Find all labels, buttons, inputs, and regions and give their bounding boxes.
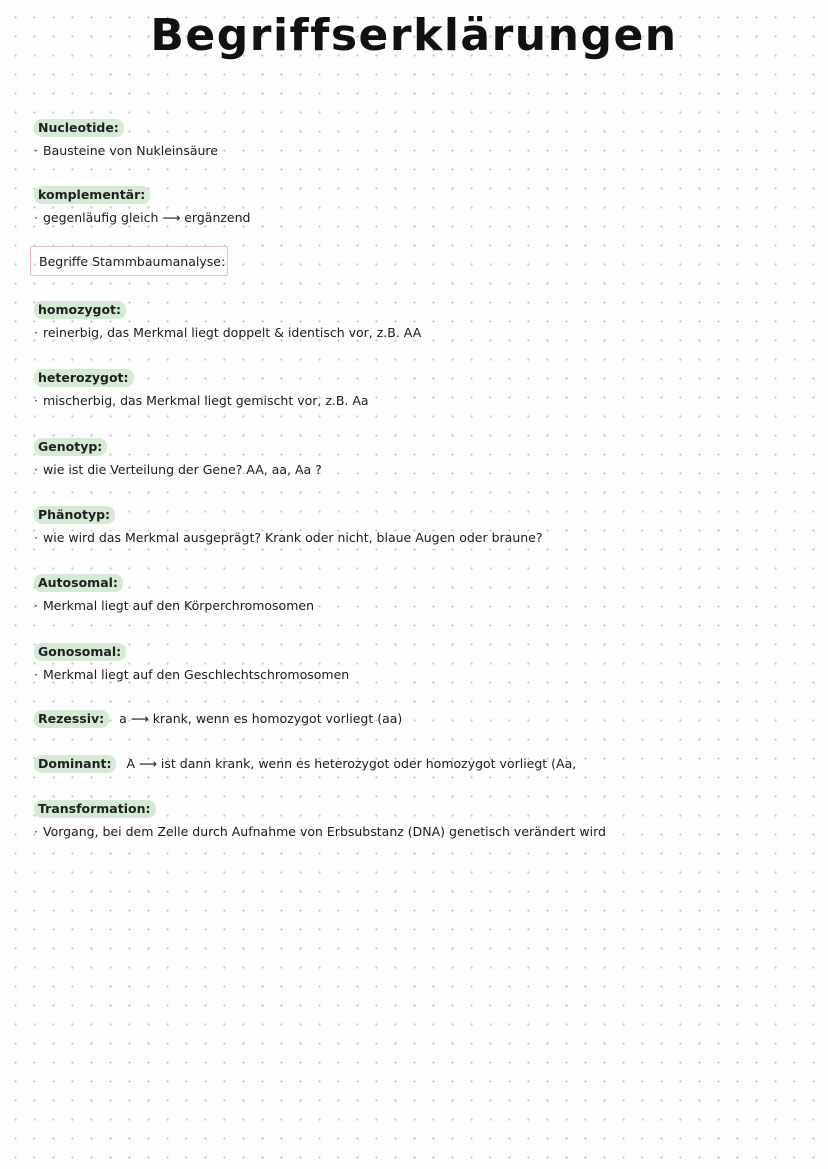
definition-text: mischerbig, das Merkmal liegt gemischt vor, z.B. Aa bbox=[43, 393, 369, 408]
definition bbox=[34, 823, 804, 840]
entry-autosomal bbox=[34, 572, 804, 614]
bullet: · bbox=[34, 210, 38, 225]
bullet: · bbox=[34, 824, 38, 839]
definition bbox=[34, 529, 804, 546]
definition-text: gegenläufig gleich ⟶ ergänzend bbox=[43, 210, 251, 225]
definition-text: A ⟶ ist dann krank, wenn es heterozygot oder homozygot vorliegt (Aa, bbox=[126, 756, 577, 771]
term-highlight: homozygot: bbox=[34, 301, 126, 319]
entry-transformation bbox=[34, 798, 804, 840]
bullet: · bbox=[34, 462, 38, 477]
entry-rezessiv bbox=[34, 708, 804, 728]
entry-gonosomal bbox=[34, 641, 804, 683]
bullet: · bbox=[34, 598, 38, 613]
term-highlight: Genotyp: bbox=[34, 438, 107, 456]
term-highlight: Rezessiv: bbox=[34, 710, 109, 728]
definition-text: Vorgang, bei dem Zelle durch Aufnahme von Erbsubstanz (DNA) genetisch verändert wird bbox=[43, 824, 606, 839]
definition-text: a ⟶ krank, wenn es homozygot vorliegt (aa) bbox=[119, 711, 403, 726]
definition bbox=[34, 209, 804, 226]
definition-text: wie ist die Verteilung der Gene? AA, aa, Aa ? bbox=[43, 462, 322, 477]
bullet: · bbox=[34, 393, 38, 408]
term-highlight: Autosomal: bbox=[34, 574, 123, 592]
definition bbox=[34, 392, 804, 409]
entry-homozygot bbox=[34, 299, 804, 341]
entry-komplementaer bbox=[34, 184, 804, 226]
term-highlight: Nucleotide: bbox=[34, 119, 124, 137]
term-highlight: Gonosomal: bbox=[34, 643, 126, 661]
term-highlight: Phänotyp: bbox=[34, 506, 115, 524]
bullet: · bbox=[34, 143, 38, 158]
definition bbox=[34, 666, 804, 683]
bullet: · bbox=[34, 530, 38, 545]
definition-text: Merkmal liegt auf den Geschlechtschromosomen bbox=[43, 667, 350, 682]
entry-nucleotide bbox=[34, 117, 804, 159]
entry-phaenotyp bbox=[34, 504, 804, 546]
section-heading-box bbox=[30, 246, 228, 276]
definition-text: Merkmal liegt auf den Körperchromosomen bbox=[43, 598, 314, 613]
bullet: · bbox=[34, 667, 38, 682]
page-title: Begriffserklärungen bbox=[150, 10, 678, 61]
definition-text: Bausteine von Nukleinsäure bbox=[43, 143, 218, 158]
definition bbox=[34, 142, 804, 159]
entry-genotyp bbox=[34, 436, 804, 478]
entry-heterozygot bbox=[34, 367, 804, 409]
bullet: · bbox=[34, 325, 38, 340]
definition-text: wie wird das Merkmal ausgeprägt? Krank oder nicht, blaue Augen oder braune? bbox=[43, 530, 543, 545]
term-highlight: Transformation: bbox=[34, 800, 156, 818]
definition bbox=[34, 324, 804, 341]
definition bbox=[34, 461, 804, 478]
definition-text: reinerbig, das Merkmal liegt doppelt & identisch vor, z.B. AA bbox=[43, 325, 422, 340]
term-highlight: komplementär: bbox=[34, 186, 150, 204]
section-heading: Begriffe Stammbaumanalyse: bbox=[39, 253, 226, 269]
definition bbox=[34, 597, 804, 614]
entry-dominant bbox=[34, 753, 804, 773]
term-highlight: Dominant: bbox=[34, 755, 116, 773]
term-highlight: heterozygot: bbox=[34, 369, 134, 387]
